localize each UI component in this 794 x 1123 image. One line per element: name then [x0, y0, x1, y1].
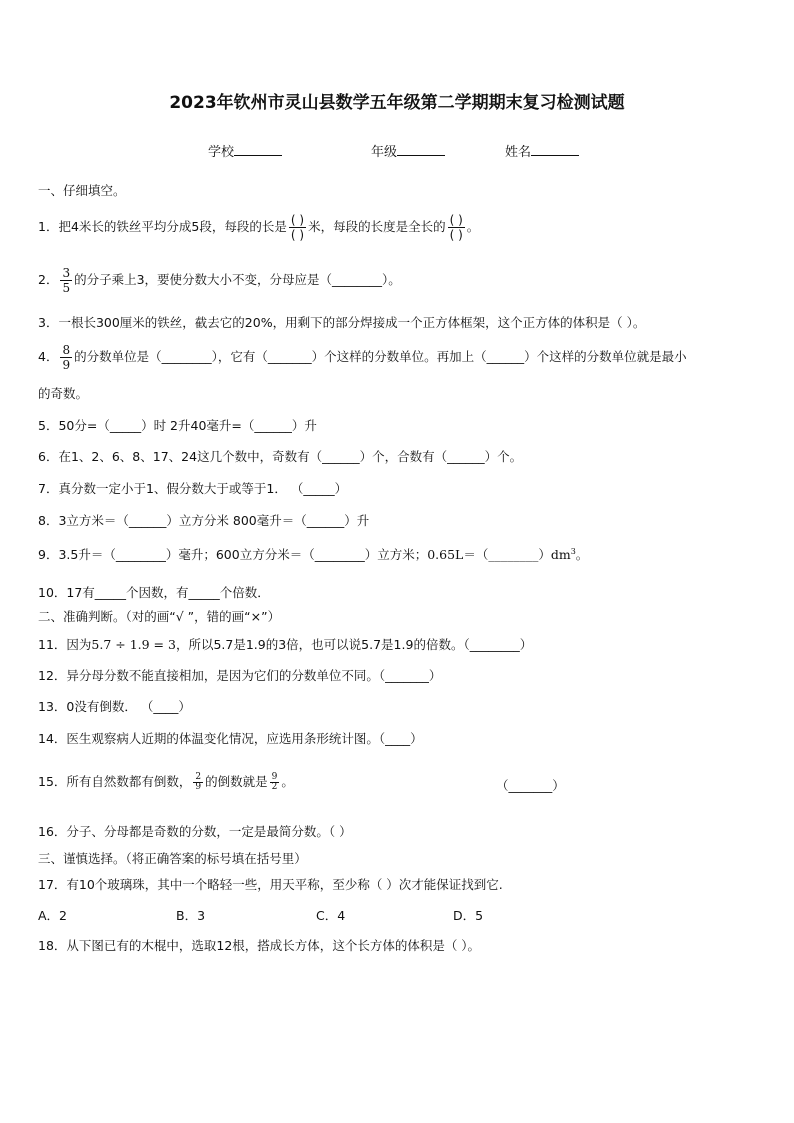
question-14: 14．医生观察病人近期的体温变化情况，应选用条形统计图。（____） — [38, 731, 423, 746]
question-12: 12．异分母分数不能直接相加，是因为它们的分数单位不同。（_______） — [38, 668, 442, 683]
school-field — [208, 141, 282, 160]
question-2: 2． $\frac{3}{5}$ 的分子乘上3，要使分数大小不变，分母应是（________）。 — [38, 266, 401, 295]
q17-option-b[interactable]: B．3 — [176, 908, 206, 923]
question-16: 16．分子、分母都是奇数的分数，一定是最简分数。（ ） — [38, 824, 352, 839]
question-8: 8．3立方米＝（______）立方分米 800毫升＝（______）升 — [38, 513, 370, 528]
question-5: 5．50分=（_____）时 2升40毫升=（______）升 — [38, 418, 317, 433]
question-4-cont: 的奇数。 — [38, 386, 89, 401]
question-9: 9．3.5升＝（________）毫升；600立方分米＝（________）立方米；$0.65L=(\_\_\_\_\_\_\_\_)dm^3$。 — [38, 546, 589, 562]
fraction-3-5: $\frac{3}{5}$ — [62, 266, 71, 295]
school-label: 学校 — [208, 145, 235, 160]
name-label: 姓名 — [505, 145, 532, 160]
question-10: 10．17有_____个因数，有_____个倍数． — [38, 585, 270, 600]
question-15: 15．所有自然数都有倒数， $\frac{2}{9}$ 的倒数就是 $\frac{9}{2}$ 。 — [38, 772, 294, 792]
question-3: 3．一根长300厘米的铁丝，截去它的20%，用剩下的部分焊接成一个正方体框架，这个正方体的体积是（ ）。 — [38, 315, 646, 330]
question-6: 6．在1、2、6、8、17、24这几个数中，奇数有（______）个，合数有（______）个。 — [38, 449, 523, 464]
question-17: 17．有10个玻璃珠，其中一个略轻一些，用天平称，至少称（ ）次才能保证找到它. — [38, 877, 503, 892]
name-blank[interactable] — [531, 143, 579, 156]
grade-blank[interactable] — [397, 143, 445, 156]
section-2-heading: 二、准确判断。（对的画“√ ”，错的画“×”） — [38, 609, 281, 624]
fraction-8-9: $\frac{8}{9}$ — [62, 343, 71, 372]
school-blank[interactable] — [234, 143, 282, 156]
q17-option-a[interactable]: A．2 — [38, 908, 68, 923]
answer-fraction-1[interactable]: $\frac{( )}{( )}$ — [290, 213, 305, 242]
grade-field — [371, 141, 445, 160]
page-title: 2023年钦州市灵山县数学五年级第二学期期末复习检测试题 — [169, 93, 625, 113]
name-field — [505, 141, 579, 160]
question-1: 1．把4米长的铁丝平均分成5段，每段的长是 $\frac{( )}{( )}$ 米，每段的长度是全长的 $\frac{( )}{( )}$ 。 — [38, 213, 480, 242]
section-3-heading: 三、谨慎选择。（将正确答案的标号填在括号里） — [38, 851, 307, 866]
question-15-answer[interactable]: （_______） — [496, 778, 565, 793]
grade-label: 年级 — [371, 145, 398, 160]
fraction-9-2: $\frac{9}{2}$ — [271, 772, 278, 792]
fraction-2-9: $\frac{2}{9}$ — [195, 772, 202, 792]
question-18: 18．从下图已有的木棍中，选取12根，搭成长方体，这个长方体的体积是（ ）。 — [38, 938, 481, 953]
question-7: 7．真分数一定小于1、假分数大于或等于1． （_____） — [38, 481, 348, 496]
question-11: 11．因为5.7 ÷ 1.9 = 3，所以5.7是1.9的3倍，也可以说5.7是1.9的倍数。（________） — [38, 637, 533, 652]
q17-option-c[interactable]: C．4 — [316, 908, 346, 923]
question-4: 4． $\frac{8}{9}$ 的分数单位是（________），它有（_______）个这样的分数单位。再加上（______）个这样的分数单位就是最小 — [38, 343, 687, 372]
division-expression: 5.7 ÷ 1.9 = 3 — [91, 637, 176, 652]
question-13: 13．0没有倒数． （____） — [38, 699, 191, 714]
q17-option-d[interactable]: D．5 — [453, 908, 484, 923]
answer-fraction-2[interactable]: $\frac{( )}{( )}$ — [449, 213, 463, 242]
section-1-heading: 一、仔细填空。 — [38, 183, 126, 198]
